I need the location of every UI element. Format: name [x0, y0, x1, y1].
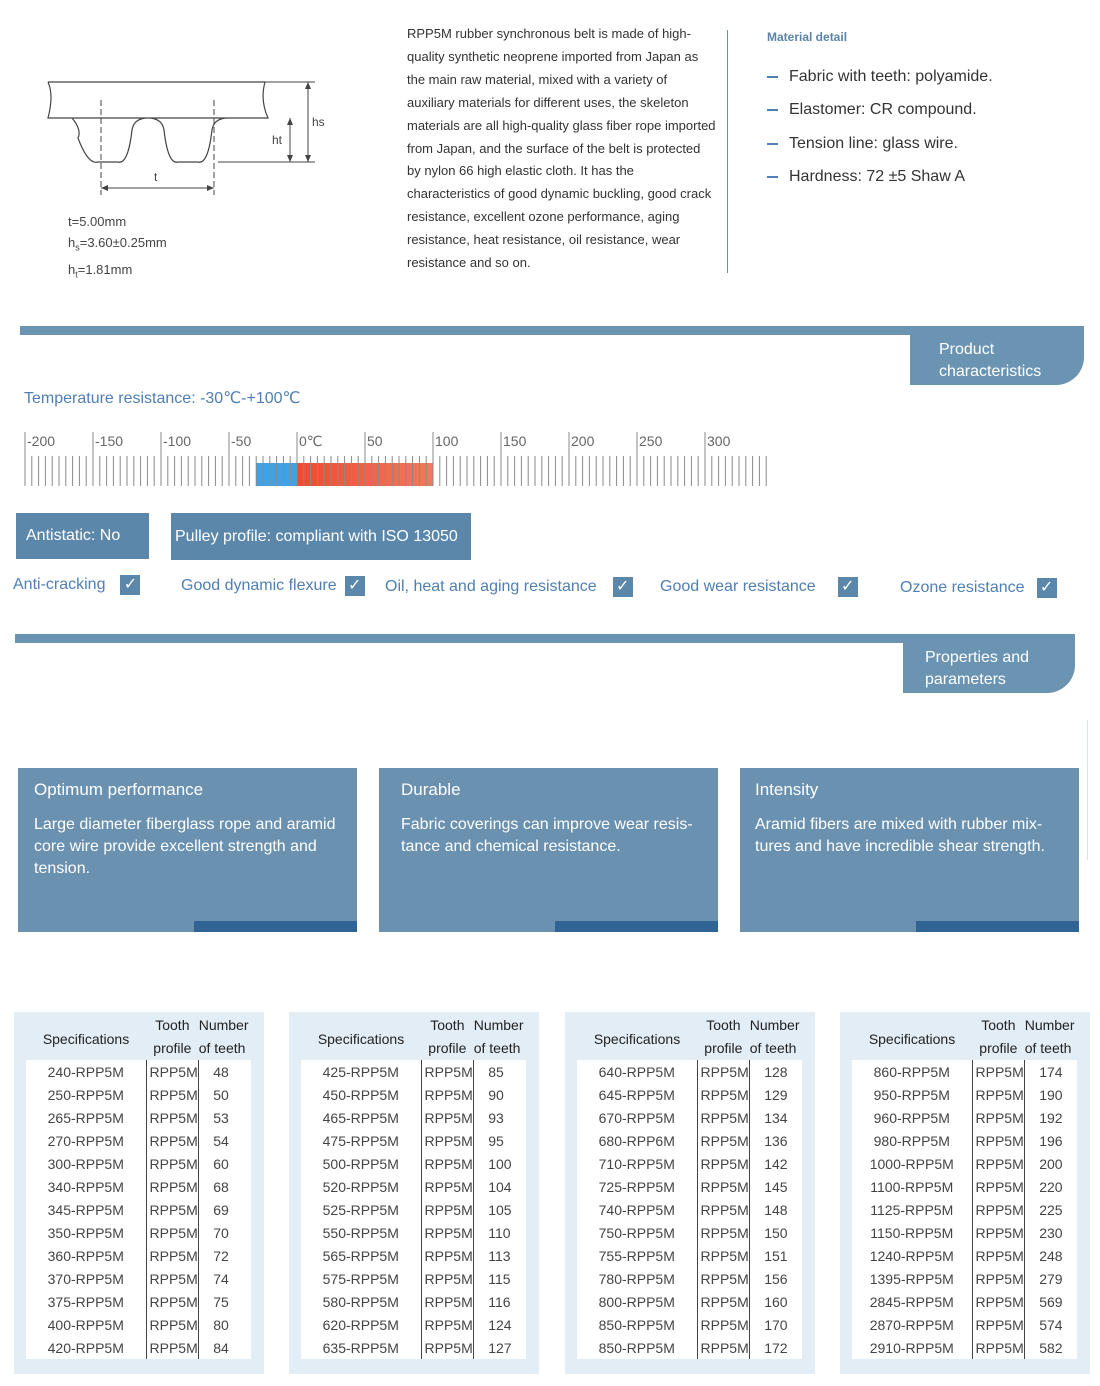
cell-tooth-profile: RPP5M [421, 1152, 474, 1175]
cell-specification: 725-RPP5M [577, 1175, 697, 1198]
temperature-labels [22, 432, 782, 452]
cell-number-of-teeth: 113 [474, 1244, 526, 1267]
cell-tooth-profile: RPP5M [697, 1083, 750, 1106]
card-accent [916, 921, 1079, 932]
cell-tooth-profile: RPP5M [697, 1152, 750, 1175]
dash-icon [767, 76, 778, 78]
cell-tooth-profile: RPP5M [421, 1060, 474, 1083]
cell-number-of-teeth: 220 [1025, 1175, 1077, 1198]
cell-tooth-profile: RPP5M [972, 1313, 1025, 1336]
cell-specification: 645-RPP5M [577, 1083, 697, 1106]
cell-specification: 1125-RPP5M [852, 1198, 972, 1221]
material-title: Material detail [767, 30, 848, 44]
cell-number-of-teeth: 50 [199, 1083, 251, 1106]
cell-tooth-profile: RPP5M [697, 1198, 750, 1221]
table-row [301, 1175, 526, 1198]
card-durable [379, 768, 718, 932]
cell-specification: 580-RPP5M [301, 1290, 421, 1313]
cell-tooth-profile: RPP5M [697, 1060, 750, 1083]
ht-label: ht [272, 133, 283, 147]
dash-icon [767, 176, 778, 178]
scale-label: 0℃ [299, 433, 323, 449]
cell-tooth-profile: RPP5M [421, 1106, 474, 1129]
cell-number-of-teeth: 129 [750, 1083, 802, 1106]
cell-specification: 2910-RPP5M [852, 1336, 972, 1359]
table-row [852, 1175, 1077, 1198]
header-tooth-profile: Tooth profile [153, 1017, 192, 1056]
header-tooth-profile: Tooth profile [704, 1017, 743, 1056]
table-row [26, 1244, 251, 1267]
table-row [26, 1083, 251, 1106]
cell-specification: 680-RPP6M [577, 1129, 697, 1152]
cell-specification: 1395-RPP5M [852, 1267, 972, 1290]
pulley-profile-badge: Pulley profile: compliant with ISO 13050 [171, 513, 471, 560]
cell-specification: 520-RPP5M [301, 1175, 421, 1198]
table-row [852, 1129, 1077, 1152]
table-row [301, 1267, 526, 1290]
feature-wear-resistance: Good wear resistance ✓ [660, 577, 858, 597]
card-title: Optimum performance [34, 780, 204, 799]
cell-specification: 980-RPP5M [852, 1129, 972, 1152]
cell-tooth-profile: RPP5M [146, 1083, 199, 1106]
cell-tooth-profile: RPP5M [972, 1060, 1025, 1083]
material-item: Elastomer: CR compound. [767, 94, 993, 128]
spec-t: t=5.00mm [68, 214, 127, 229]
table-header-row [577, 1014, 802, 1060]
cell-number-of-teeth: 54 [199, 1129, 251, 1152]
cell-specification: 565-RPP5M [301, 1244, 421, 1267]
cell-specification: 500-RPP5M [301, 1152, 421, 1175]
cell-tooth-profile: RPP5M [146, 1336, 199, 1359]
cell-specification: 450-RPP5M [301, 1083, 421, 1106]
table-row [852, 1267, 1077, 1290]
cell-specification: 250-RPP5M [26, 1083, 146, 1106]
product-description: RPP5M rubber synchronous belt is made of high-quality synthetic neoprene imported from Japan as the main raw material, mixed with a variety of auxiliary materials for different uses, the skeleton materials are all high-quality glass fiber rope imported from Japan, and the surface of the belt is protected by nylon 66 high elastic cloth. It has the characteristics of good dynamic buckling, good crack resistance, excellent ozone performance, aging resistance, heat resistance, oil resistance, wear resistance and so on. [407, 26, 716, 271]
edge-line [1087, 720, 1088, 860]
feature-oil-heat-aging: Oil, heat and aging resistance ✓ [385, 577, 633, 597]
cell-specification: 750-RPP5M [577, 1221, 697, 1244]
cell-specification: 370-RPP5M [26, 1267, 146, 1290]
header-number-of-teeth: Number of teeth [473, 1017, 524, 1056]
table-row [577, 1221, 802, 1244]
cell-tooth-profile: RPP5M [421, 1175, 474, 1198]
cell-number-of-teeth: 116 [474, 1290, 526, 1313]
table-row [26, 1106, 251, 1129]
cell-number-of-teeth: 75 [199, 1290, 251, 1313]
cell-specification: 2870-RPP5M [852, 1313, 972, 1336]
cell-tooth-profile: RPP5M [697, 1129, 750, 1152]
cell-tooth-profile: RPP5M [146, 1221, 199, 1244]
header-specifications: Specifications [42, 1031, 130, 1047]
cell-specification: 345-RPP5M [26, 1198, 146, 1221]
section-band [20, 326, 1084, 335]
table-row [577, 1290, 802, 1313]
spec-table-3 [565, 1012, 815, 1374]
cell-specification: 550-RPP5M [301, 1221, 421, 1244]
cell-number-of-teeth: 248 [1025, 1244, 1077, 1267]
cell-specification: 740-RPP5M [577, 1198, 697, 1221]
cell-tooth-profile: RPP5M [972, 1221, 1025, 1244]
header-specifications: Specifications [593, 1031, 681, 1047]
table-row [577, 1129, 802, 1152]
table-row [26, 1198, 251, 1221]
cell-tooth-profile: RPP5M [421, 1290, 474, 1313]
cell-tooth-profile: RPP5M [697, 1221, 750, 1244]
cell-number-of-teeth: 74 [199, 1267, 251, 1290]
check-icon: ✓ [838, 577, 858, 597]
table-row [301, 1221, 526, 1244]
cell-tooth-profile: RPP5M [421, 1267, 474, 1290]
cell-number-of-teeth: 104 [474, 1175, 526, 1198]
table-row [852, 1244, 1077, 1267]
cell-tooth-profile: RPP5M [421, 1336, 474, 1359]
cell-number-of-teeth: 85 [474, 1060, 526, 1083]
cell-tooth-profile: RPP5M [146, 1313, 199, 1336]
material-item: Fabric with teeth: polyamide. [767, 60, 993, 94]
cell-tooth-profile: RPP5M [697, 1290, 750, 1313]
cell-specification: 265-RPP5M [26, 1106, 146, 1129]
table-row [301, 1290, 526, 1313]
section-tag-product-characteristics: Product characteristics [910, 335, 1084, 385]
dash-icon [767, 109, 778, 111]
cell-tooth-profile: RPP5M [972, 1198, 1025, 1221]
cell-specification: 300-RPP5M [26, 1152, 146, 1175]
table-row [577, 1198, 802, 1221]
table-row [301, 1106, 526, 1129]
cell-number-of-teeth: 68 [199, 1175, 251, 1198]
cell-specification: 525-RPP5M [301, 1198, 421, 1221]
cell-specification: 420-RPP5M [26, 1336, 146, 1359]
card-body: Large diameter fiberglass rope and aramid core wire provide excellent strength and tension. [34, 816, 336, 877]
dash-icon [767, 143, 778, 145]
cell-number-of-teeth: 72 [199, 1244, 251, 1267]
cell-tooth-profile: RPP5M [697, 1244, 750, 1267]
table-row [577, 1083, 802, 1106]
table-row [301, 1313, 526, 1336]
cell-tooth-profile: RPP5M [697, 1336, 750, 1359]
cell-specification: 270-RPP5M [26, 1129, 146, 1152]
header-number-of-teeth: Number of teeth [1024, 1017, 1075, 1056]
cell-number-of-teeth: 569 [1025, 1290, 1077, 1313]
cell-tooth-profile: RPP5M [972, 1290, 1025, 1313]
cell-number-of-teeth: 151 [750, 1244, 802, 1267]
cell-specification: 2845-RPP5M [852, 1290, 972, 1313]
cell-specification: 475-RPP5M [301, 1129, 421, 1152]
cell-tooth-profile: RPP5M [146, 1244, 199, 1267]
cell-tooth-profile: RPP5M [421, 1244, 474, 1267]
cell-tooth-profile: RPP5M [146, 1290, 199, 1313]
card-accent [555, 921, 718, 932]
cell-tooth-profile: RPP5M [146, 1106, 199, 1129]
table-row [577, 1336, 802, 1359]
cell-tooth-profile: RPP5M [697, 1175, 750, 1198]
spec-table-4 [840, 1012, 1090, 1374]
table-header-row [301, 1014, 526, 1060]
material-item: Tension line: glass wire. [767, 127, 993, 161]
table-row [852, 1106, 1077, 1129]
card-optimum-performance [18, 768, 357, 932]
cell-number-of-teeth: 192 [1025, 1106, 1077, 1129]
cell-specification: 350-RPP5M [26, 1221, 146, 1244]
check-icon: ✓ [613, 577, 633, 597]
scale-label: 100 [435, 433, 459, 449]
table-row [852, 1221, 1077, 1244]
cell-number-of-teeth: 84 [199, 1336, 251, 1359]
cell-number-of-teeth: 148 [750, 1198, 802, 1221]
cell-specification: 850-RPP5M [577, 1336, 697, 1359]
check-icon: ✓ [120, 575, 140, 595]
table-header-row [26, 1014, 251, 1060]
cell-specification: 1000-RPP5M [852, 1152, 972, 1175]
cell-specification: 360-RPP5M [26, 1244, 146, 1267]
table-row [852, 1060, 1077, 1083]
table-row [26, 1267, 251, 1290]
cell-specification: 1240-RPP5M [852, 1244, 972, 1267]
cell-number-of-teeth: 230 [1025, 1221, 1077, 1244]
cell-number-of-teeth: 69 [199, 1198, 251, 1221]
card-title: Intensity [755, 780, 819, 799]
cell-specification: 465-RPP5M [301, 1106, 421, 1129]
spec-table-1 [14, 1012, 264, 1374]
cell-number-of-teeth: 170 [750, 1313, 802, 1336]
cell-number-of-teeth: 196 [1025, 1129, 1077, 1152]
card-intensity [740, 768, 1079, 932]
cell-tooth-profile: RPP5M [421, 1221, 474, 1244]
table-row [301, 1129, 526, 1152]
card-title: Durable [401, 780, 461, 799]
table-row [301, 1060, 526, 1083]
cell-number-of-teeth: 279 [1025, 1267, 1077, 1290]
cell-tooth-profile: RPP5M [972, 1267, 1025, 1290]
header-specifications: Specifications [317, 1031, 405, 1047]
feature-anti-cracking: Anti-cracking ✓ [13, 575, 140, 595]
diagram-specs [68, 211, 167, 285]
spec-table-2 [289, 1012, 539, 1374]
cell-tooth-profile: RPP5M [146, 1152, 199, 1175]
cell-specification: 620-RPP5M [301, 1313, 421, 1336]
cell-specification: 425-RPP5M [301, 1060, 421, 1083]
hs-label: hs [312, 115, 325, 129]
section-band [15, 634, 1075, 643]
table-row [852, 1198, 1077, 1221]
table-row [26, 1336, 251, 1359]
cell-number-of-teeth: 142 [750, 1152, 802, 1175]
cell-number-of-teeth: 110 [474, 1221, 526, 1244]
scale-label: 200 [571, 433, 595, 449]
cell-number-of-teeth: 225 [1025, 1198, 1077, 1221]
table-row [577, 1106, 802, 1129]
table-row [577, 1244, 802, 1267]
table-row [26, 1175, 251, 1198]
table-row [26, 1060, 251, 1083]
header-specifications: Specifications [868, 1031, 956, 1047]
material-list [767, 60, 993, 194]
material-item: Hardness: 72 ±5 Shaw A [767, 161, 993, 195]
table-row [577, 1267, 802, 1290]
cell-number-of-teeth: 582 [1025, 1336, 1077, 1359]
cell-number-of-teeth: 95 [474, 1129, 526, 1152]
cell-number-of-teeth: 190 [1025, 1083, 1077, 1106]
cell-specification: 400-RPP5M [26, 1313, 146, 1336]
scale-label: 50 [367, 433, 383, 449]
scale-label: -150 [95, 433, 124, 449]
cell-tooth-profile: RPP5M [697, 1313, 750, 1336]
scale-label: 150 [503, 433, 527, 449]
cell-number-of-teeth: 90 [474, 1083, 526, 1106]
cell-number-of-teeth: 127 [474, 1336, 526, 1359]
scale-label: -100 [163, 433, 192, 449]
cell-specification: 800-RPP5M [577, 1290, 697, 1313]
cell-number-of-teeth: 174 [1025, 1060, 1077, 1083]
check-icon: ✓ [345, 576, 365, 596]
header-number-of-teeth: Number of teeth [198, 1017, 249, 1056]
scale-label: -200 [27, 433, 56, 449]
cell-number-of-teeth: 160 [750, 1290, 802, 1313]
cell-number-of-teeth: 124 [474, 1313, 526, 1336]
cell-number-of-teeth: 105 [474, 1198, 526, 1221]
table-row [301, 1083, 526, 1106]
card-accent [194, 921, 357, 932]
table-row [577, 1060, 802, 1083]
cell-number-of-teeth: 93 [474, 1106, 526, 1129]
cell-number-of-teeth: 60 [199, 1152, 251, 1175]
cell-number-of-teeth: 70 [199, 1221, 251, 1244]
cell-specification: 755-RPP5M [577, 1244, 697, 1267]
table-row [26, 1152, 251, 1175]
cell-tooth-profile: RPP5M [146, 1129, 199, 1152]
table-row [852, 1083, 1077, 1106]
cell-tooth-profile: RPP5M [146, 1267, 199, 1290]
table-row [301, 1336, 526, 1359]
spec-hs: $h_s=3.60\pm 0.25mm$ [68, 235, 167, 253]
cell-tooth-profile: RPP5M [697, 1267, 750, 1290]
table-row [852, 1290, 1077, 1313]
table-row [852, 1336, 1077, 1359]
header-tooth-profile: Tooth profile [979, 1017, 1018, 1056]
cell-number-of-teeth: 172 [750, 1336, 802, 1359]
t-label: t [154, 170, 158, 184]
spec-ht: $h_t=1.81mm$ [68, 261, 133, 280]
table-row [301, 1152, 526, 1175]
cell-specification: 1150-RPP5M [852, 1221, 972, 1244]
cell-tooth-profile: RPP5M [972, 1083, 1025, 1106]
table-row [26, 1129, 251, 1152]
table-row [301, 1244, 526, 1267]
cell-tooth-profile: RPP5M [972, 1175, 1025, 1198]
cell-tooth-profile: RPP5M [421, 1313, 474, 1336]
cell-number-of-teeth: 80 [199, 1313, 251, 1336]
table-row [26, 1313, 251, 1336]
cell-specification: 670-RPP5M [577, 1106, 697, 1129]
cell-tooth-profile: RPP5M [972, 1129, 1025, 1152]
divider [727, 30, 728, 273]
table-row [26, 1221, 251, 1244]
cell-number-of-teeth: 115 [474, 1267, 526, 1290]
cell-tooth-profile: RPP5M [972, 1336, 1025, 1359]
table-row [577, 1152, 802, 1175]
antistatic-badge: Antistatic: No [16, 513, 149, 559]
cell-number-of-teeth: 128 [750, 1060, 802, 1083]
table-row [577, 1175, 802, 1198]
cell-tooth-profile: RPP5M [972, 1152, 1025, 1175]
cell-number-of-teeth: 134 [750, 1106, 802, 1129]
cell-number-of-teeth: 100 [474, 1152, 526, 1175]
cell-specification: 850-RPP5M [577, 1313, 697, 1336]
cell-tooth-profile: RPP5M [146, 1198, 199, 1221]
cell-number-of-teeth: 150 [750, 1221, 802, 1244]
section-tag-properties-parameters: Properties and parameters [903, 643, 1075, 693]
cell-tooth-profile: RPP5M [421, 1198, 474, 1221]
cell-number-of-teeth: 145 [750, 1175, 802, 1198]
table-row [26, 1290, 251, 1313]
cell-number-of-teeth: 53 [199, 1106, 251, 1129]
scale-label: 300 [707, 433, 731, 449]
cell-tooth-profile: RPP5M [421, 1129, 474, 1152]
header-tooth-profile: Tooth profile [428, 1017, 467, 1056]
feature-dynamic-flexure: Good dynamic flexure ✓ [181, 576, 365, 596]
table-header-row [852, 1014, 1077, 1060]
cell-specification: 860-RPP5M [852, 1060, 972, 1083]
scale-label: -50 [231, 433, 252, 449]
table-row [577, 1313, 802, 1336]
cell-specification: 640-RPP5M [577, 1060, 697, 1083]
cell-tooth-profile: RPP5M [421, 1083, 474, 1106]
cell-number-of-teeth: 574 [1025, 1313, 1077, 1336]
cell-tooth-profile: RPP5M [697, 1106, 750, 1129]
cell-specification: 950-RPP5M [852, 1083, 972, 1106]
card-body: Fabric coverings can improve wear resis-tance and chemical resistance. [401, 816, 693, 855]
card-body: Aramid fibers are mixed with rubber mix-tures and have incredible shear strength. [755, 816, 1045, 855]
cell-tooth-profile: RPP5M [146, 1175, 199, 1198]
header-number-of-teeth: Number of teeth [749, 1017, 800, 1056]
table-row [301, 1198, 526, 1221]
belt-profile-diagram [40, 70, 340, 200]
cell-specification: 340-RPP5M [26, 1175, 146, 1198]
temperature-title: Temperature resistance: -30℃-+100℃ [24, 390, 301, 407]
cell-number-of-teeth: 136 [750, 1129, 802, 1152]
cell-specification: 960-RPP5M [852, 1106, 972, 1129]
cell-number-of-teeth: 200 [1025, 1152, 1077, 1175]
cell-tooth-profile: RPP5M [972, 1106, 1025, 1129]
cell-specification: 710-RPP5M [577, 1152, 697, 1175]
cell-specification: 575-RPP5M [301, 1267, 421, 1290]
check-icon: ✓ [1037, 578, 1057, 598]
feature-ozone-resistance: Ozone resistance ✓ [900, 578, 1057, 598]
cell-tooth-profile: RPP5M [146, 1060, 199, 1083]
cell-specification: 240-RPP5M [26, 1060, 146, 1083]
cell-specification: 635-RPP5M [301, 1336, 421, 1359]
cell-specification: 1100-RPP5M [852, 1175, 972, 1198]
table-row [852, 1313, 1077, 1336]
cell-tooth-profile: RPP5M [972, 1244, 1025, 1267]
cell-number-of-teeth: 48 [199, 1060, 251, 1083]
scale-label: 250 [639, 433, 663, 449]
cell-specification: 780-RPP5M [577, 1267, 697, 1290]
cell-specification: 375-RPP5M [26, 1290, 146, 1313]
table-row [852, 1152, 1077, 1175]
cell-number-of-teeth: 156 [750, 1267, 802, 1290]
